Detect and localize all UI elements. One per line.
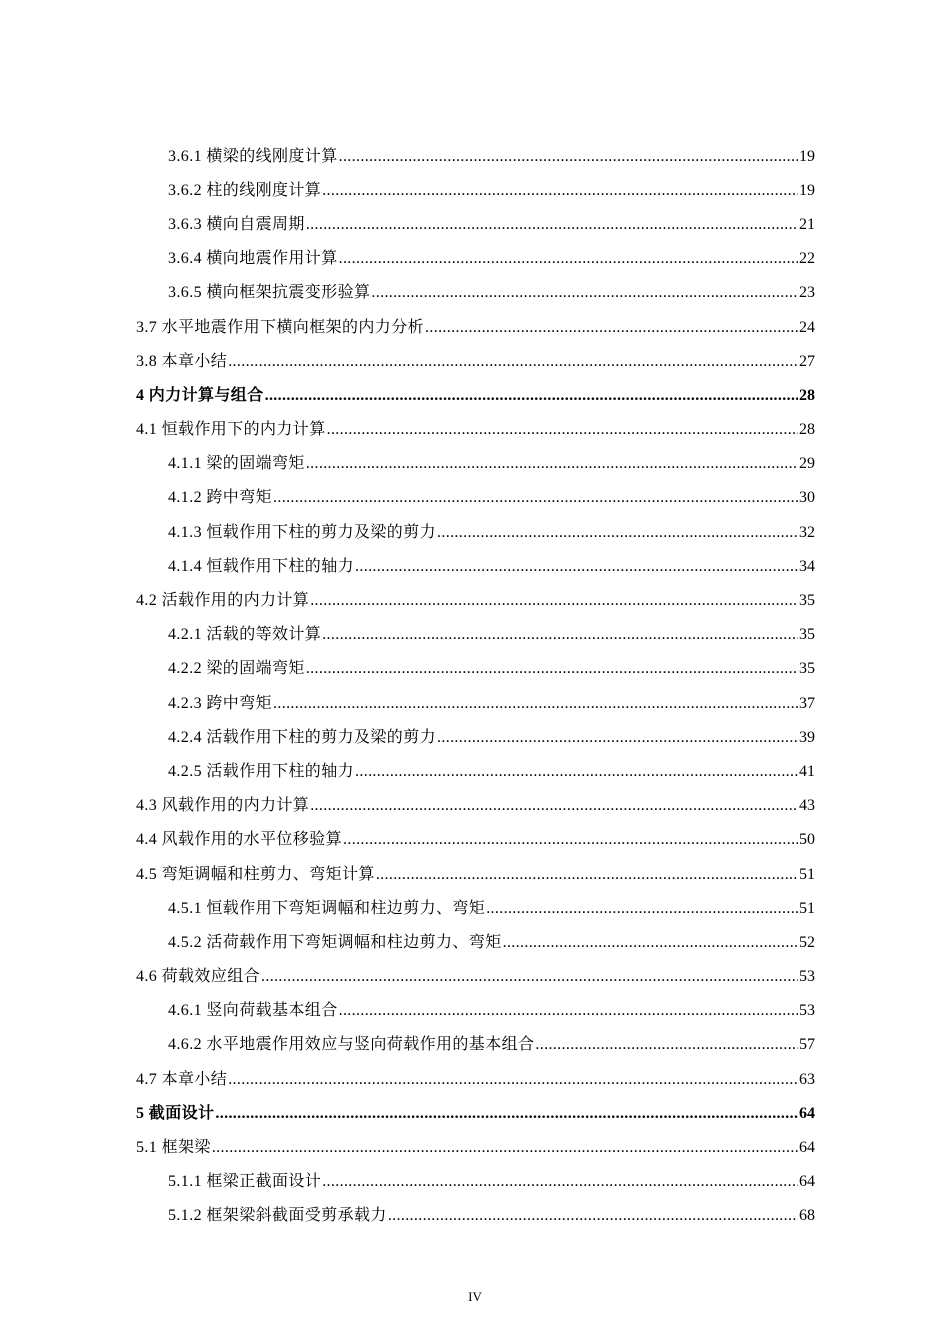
toc-entry-title: 4.4 风载作用的水平位移验算 bbox=[136, 831, 343, 849]
toc-entry-page-number: 30 bbox=[799, 489, 815, 507]
toc-entry[interactable] bbox=[0, 616, 950, 650]
toc-entry-title: 5 截面设计 bbox=[136, 1104, 215, 1122]
toc-entry-title: 4.2.3 跨中弯矩 bbox=[168, 694, 273, 712]
toc-entry-page-number: 64 bbox=[799, 1173, 815, 1191]
toc-entry-title: 4.7 本章小结 bbox=[136, 1070, 228, 1088]
dot-leader bbox=[306, 660, 798, 678]
dot-leader bbox=[355, 558, 798, 576]
dot-leader bbox=[535, 1036, 798, 1054]
toc-entry-line bbox=[136, 1100, 815, 1123]
dot-leader bbox=[339, 250, 798, 268]
dot-leader bbox=[437, 729, 798, 747]
toc-entry-line bbox=[136, 382, 815, 405]
dot-leader bbox=[437, 524, 798, 542]
toc-entry-line bbox=[168, 177, 815, 200]
toc-entry[interactable] bbox=[0, 752, 950, 786]
toc-entry-title: 4.1.2 跨中弯矩 bbox=[168, 489, 273, 507]
dot-leader bbox=[306, 455, 798, 473]
toc-entry-line bbox=[168, 655, 815, 678]
toc-entry-page-number: 22 bbox=[799, 250, 815, 268]
toc-entry-line bbox=[168, 553, 815, 576]
dot-leader bbox=[273, 489, 798, 507]
dot-leader bbox=[388, 1207, 798, 1225]
toc-entry-title: 4.6 荷载效应组合 bbox=[136, 968, 261, 986]
toc-entry[interactable] bbox=[0, 1026, 950, 1060]
toc-entry-page-number: 19 bbox=[799, 181, 815, 199]
dot-leader bbox=[322, 626, 798, 644]
toc-entry-line bbox=[136, 826, 815, 849]
dot-leader bbox=[371, 284, 798, 302]
toc-entry-line bbox=[136, 348, 815, 371]
toc-entry[interactable] bbox=[0, 308, 950, 342]
dot-leader bbox=[306, 216, 798, 234]
toc-entry-page-number: 64 bbox=[799, 1104, 815, 1122]
page-number-footer: IV bbox=[468, 1289, 482, 1304]
toc-entry-line bbox=[168, 895, 815, 918]
dot-leader bbox=[215, 1105, 798, 1123]
toc-entry-page-number: 53 bbox=[799, 968, 815, 986]
toc-entry-title: 3.6.3 横向自震周期 bbox=[168, 215, 305, 233]
toc-entry[interactable] bbox=[0, 1128, 950, 1162]
toc-entry-page-number: 35 bbox=[799, 626, 815, 644]
toc-entry[interactable] bbox=[0, 1197, 950, 1231]
toc-entry-page-number: 64 bbox=[799, 1139, 815, 1157]
toc-entry-line bbox=[168, 143, 815, 166]
toc-entry-title: 5.1.2 框架梁斜截面受剪承载力 bbox=[168, 1207, 387, 1225]
dot-leader bbox=[503, 934, 798, 952]
toc-entry-page-number: 35 bbox=[799, 592, 815, 610]
toc-entry-line bbox=[136, 314, 815, 337]
toc-entry-title: 4.2.4 活载作用下柱的剪力及梁的剪力 bbox=[168, 728, 437, 746]
toc-entry-line bbox=[168, 245, 815, 268]
toc-entry[interactable] bbox=[0, 445, 950, 479]
toc-entry-page-number: 27 bbox=[799, 352, 815, 370]
dot-leader bbox=[310, 797, 798, 815]
toc-entry-title: 5.1 框架梁 bbox=[136, 1139, 211, 1157]
toc-entry[interactable] bbox=[0, 342, 950, 376]
dot-leader bbox=[261, 968, 798, 986]
dot-leader bbox=[355, 763, 798, 781]
dot-leader bbox=[339, 148, 798, 166]
dot-leader bbox=[228, 1071, 798, 1089]
toc-entry[interactable] bbox=[0, 923, 950, 957]
toc-entry-page-number: 35 bbox=[799, 660, 815, 678]
toc-chapter-entry[interactable] bbox=[0, 376, 950, 410]
toc-entry-line bbox=[168, 279, 815, 302]
toc-entry-title: 3.6.4 横向地震作用计算 bbox=[168, 250, 338, 268]
toc-entry-title: 3.7 水平地震作用下横向框架的内力分析 bbox=[136, 318, 425, 336]
toc-entry-page-number: 37 bbox=[799, 694, 815, 712]
toc-entry[interactable] bbox=[0, 718, 950, 752]
toc-entry-line bbox=[168, 997, 815, 1020]
toc-entry-line bbox=[136, 792, 815, 815]
toc-entry-line bbox=[168, 724, 815, 747]
dot-leader bbox=[212, 1139, 798, 1157]
toc-entry-title: 4.2 活载作用的内力计算 bbox=[136, 592, 310, 610]
toc-entry-page-number: 28 bbox=[799, 421, 815, 439]
table-of-contents bbox=[0, 137, 950, 1231]
toc-entry-page-number: 32 bbox=[799, 523, 815, 541]
toc-entry-line bbox=[168, 690, 815, 713]
toc-entry-page-number: 39 bbox=[799, 728, 815, 746]
toc-entry[interactable] bbox=[0, 547, 950, 581]
dot-leader bbox=[310, 592, 798, 610]
toc-entry-page-number: 41 bbox=[799, 762, 815, 780]
dot-leader bbox=[228, 353, 798, 371]
toc-entry-page-number: 51 bbox=[799, 865, 815, 883]
toc-entry-title: 4.3 风载作用的内力计算 bbox=[136, 797, 310, 815]
toc-entry-line bbox=[168, 211, 815, 234]
toc-entry[interactable] bbox=[0, 479, 950, 513]
dot-leader bbox=[486, 900, 798, 918]
dot-leader bbox=[339, 1002, 798, 1020]
toc-entry-title: 4.1.1 梁的固端弯矩 bbox=[168, 455, 305, 473]
toc-entry[interactable] bbox=[0, 513, 950, 547]
toc-entry[interactable] bbox=[0, 992, 950, 1026]
toc-entry-title: 3.6.2 柱的线刚度计算 bbox=[168, 181, 322, 199]
toc-entry-title: 3.8 本章小结 bbox=[136, 352, 228, 370]
toc-entry-page-number: 52 bbox=[799, 933, 815, 951]
dot-leader bbox=[343, 831, 798, 849]
toc-entry-line bbox=[168, 758, 815, 781]
toc-entry-line bbox=[136, 1066, 815, 1089]
toc-entry-title: 4.1 恒载作用下的内力计算 bbox=[136, 421, 326, 439]
toc-entry[interactable] bbox=[0, 411, 950, 445]
toc-entry-title: 4.5.2 活荷载作用下弯矩调幅和柱边剪力、弯矩 bbox=[168, 933, 502, 951]
toc-entry-page-number: 19 bbox=[799, 147, 815, 165]
toc-entry[interactable] bbox=[0, 205, 950, 239]
toc-entry[interactable] bbox=[0, 171, 950, 205]
toc-entry-page-number: 34 bbox=[799, 557, 815, 575]
toc-entry-title: 4 内力计算与组合 bbox=[136, 386, 264, 404]
toc-entry-title: 4.5 弯矩调幅和柱剪力、弯矩计算 bbox=[136, 865, 375, 883]
toc-entry[interactable] bbox=[0, 889, 950, 923]
toc-entry-page-number: 28 bbox=[799, 386, 815, 404]
toc-entry-line bbox=[136, 1134, 815, 1157]
dot-leader bbox=[265, 387, 798, 405]
toc-entry[interactable] bbox=[0, 958, 950, 992]
toc-entry[interactable] bbox=[0, 581, 950, 615]
dot-leader bbox=[327, 421, 798, 439]
toc-entry-line bbox=[136, 416, 815, 439]
toc-entry-page-number: 51 bbox=[799, 899, 815, 917]
toc-entry[interactable] bbox=[0, 650, 950, 684]
toc-entry-line bbox=[136, 861, 815, 884]
toc-entry-title: 4.2.2 梁的固端弯矩 bbox=[168, 660, 305, 678]
toc-entry-line bbox=[168, 484, 815, 507]
dot-leader bbox=[322, 182, 798, 200]
toc-entry-page-number: 21 bbox=[799, 215, 815, 233]
toc-entry-line bbox=[168, 929, 815, 952]
dot-leader bbox=[273, 695, 798, 713]
toc-entry[interactable] bbox=[0, 1060, 950, 1094]
toc-entry-title: 5.1.1 框梁正截面设计 bbox=[168, 1173, 322, 1191]
dot-leader bbox=[425, 319, 798, 337]
toc-entry[interactable] bbox=[0, 855, 950, 889]
toc-entry[interactable] bbox=[0, 787, 950, 821]
toc-entry-title: 4.1.4 恒载作用下柱的轴力 bbox=[168, 557, 355, 575]
toc-entry-title: 3.6.1 横梁的线刚度计算 bbox=[168, 147, 338, 165]
toc-entry-page-number: 43 bbox=[799, 797, 815, 815]
toc-entry[interactable] bbox=[0, 274, 950, 308]
toc-entry-page-number: 23 bbox=[799, 284, 815, 302]
toc-entry-line bbox=[168, 1031, 815, 1054]
toc-entry-line bbox=[168, 450, 815, 473]
toc-entry-title: 4.6.1 竖向荷载基本组合 bbox=[168, 1002, 338, 1020]
toc-entry-page-number: 63 bbox=[799, 1070, 815, 1088]
toc-entry-line bbox=[136, 587, 815, 610]
toc-entry-line bbox=[168, 621, 815, 644]
toc-entry-title: 4.2.1 活载的等效计算 bbox=[168, 626, 322, 644]
toc-entry[interactable] bbox=[0, 137, 950, 171]
toc-entry-title: 4.1.3 恒载作用下柱的剪力及梁的剪力 bbox=[168, 523, 437, 541]
toc-entry-page-number: 68 bbox=[799, 1207, 815, 1225]
toc-entry-page-number: 24 bbox=[799, 318, 815, 336]
toc-chapter-entry[interactable] bbox=[0, 1094, 950, 1128]
toc-entry-line bbox=[136, 963, 815, 986]
toc-entry[interactable] bbox=[0, 684, 950, 718]
toc-entry[interactable] bbox=[0, 821, 950, 855]
toc-entry[interactable] bbox=[0, 240, 950, 274]
toc-entry-title: 3.6.5 横向框架抗震变形验算 bbox=[168, 284, 371, 302]
toc-entry-title: 4.5.1 恒载作用下弯矩调幅和柱边剪力、弯矩 bbox=[168, 899, 486, 917]
toc-entry-line bbox=[168, 1202, 815, 1225]
toc-entry-page-number: 50 bbox=[799, 831, 815, 849]
toc-entry[interactable] bbox=[0, 1163, 950, 1197]
toc-entry-line bbox=[168, 519, 815, 542]
toc-entry-page-number: 57 bbox=[799, 1036, 815, 1054]
toc-entry-page-number: 29 bbox=[799, 455, 815, 473]
dot-leader bbox=[376, 866, 798, 884]
toc-entry-title: 4.2.5 活载作用下柱的轴力 bbox=[168, 762, 355, 780]
toc-entry-page-number: 53 bbox=[799, 1002, 815, 1020]
dot-leader bbox=[322, 1173, 798, 1191]
toc-entry-line bbox=[168, 1168, 815, 1191]
toc-entry-title: 4.6.2 水平地震作用效应与竖向荷载作用的基本组合 bbox=[168, 1036, 535, 1054]
